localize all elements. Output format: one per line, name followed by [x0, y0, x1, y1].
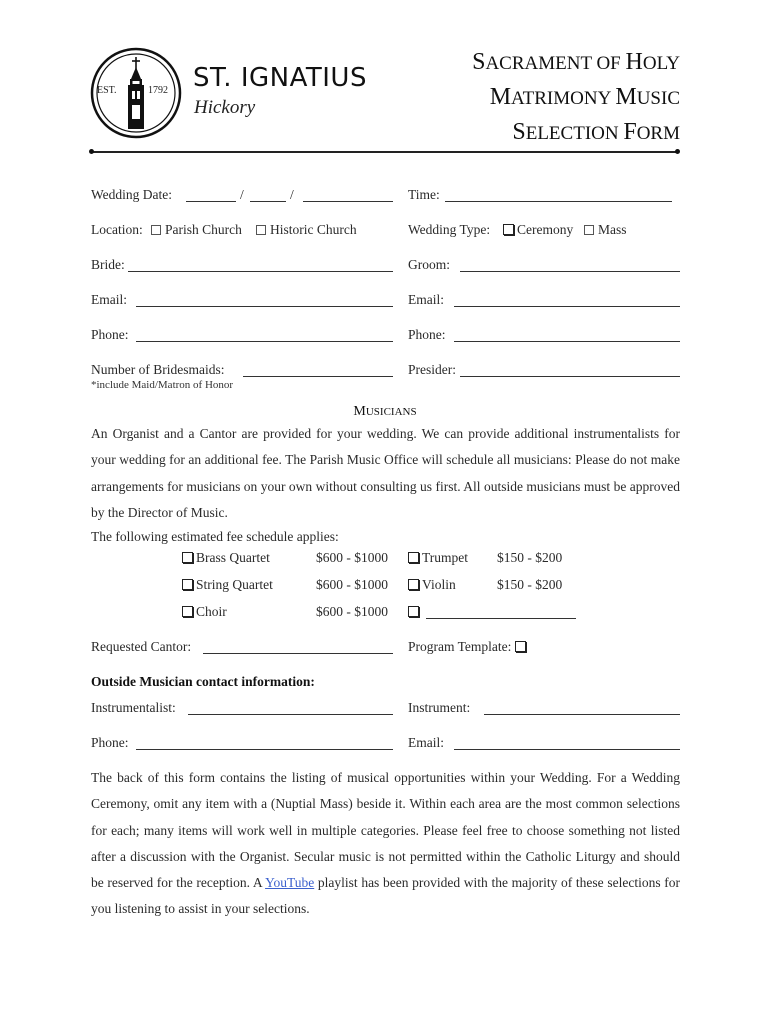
- presider-label: Presider:: [408, 362, 456, 377]
- other-instrument-field[interactable]: [426, 618, 576, 619]
- fee-violin-price: $150 - $200: [497, 577, 563, 592]
- groom-email-field[interactable]: [454, 306, 680, 307]
- form-title: [320, 46, 680, 151]
- time-label: Time:: [408, 187, 440, 202]
- groom-phone-label: Phone:: [408, 327, 446, 342]
- bride-field[interactable]: [128, 271, 393, 272]
- fee-other[interactable]: [408, 604, 422, 620]
- bride-phone-field[interactable]: [136, 341, 393, 342]
- type-ceremony-option[interactable]: Ceremony: [503, 222, 573, 238]
- program-template-option[interactable]: Program Template:: [408, 639, 529, 655]
- location-label: Location:: [91, 222, 143, 237]
- bride-label: Bride:: [91, 257, 125, 272]
- violin-checkbox[interactable]: [408, 579, 419, 590]
- closing-paragraph: The back of this form contains the listing of musical opportunities within your Wedding. For a Wedding Ceremony, omit any item with a (Nuptial Mass) beside it. Within each area are the most common selections for each; many items will work well in multiple categories. Please feel free to choose something not listed after a discussion with the Organist. Secular music is not permitted within the Catholic Liturgy and should be reserved for the reception. A YouTube playlist has been provided with the majority of these selections for you listening to assist in your selections.: [91, 770, 680, 917]
- logo-est: EST.: [97, 85, 117, 96]
- bridesmaids-field[interactable]: [243, 376, 393, 377]
- bride-email-field[interactable]: [136, 306, 393, 307]
- other-instrument-checkbox[interactable]: [408, 606, 419, 617]
- wedding-date-month-field[interactable]: [186, 201, 236, 202]
- type-mass-option[interactable]: Mass: [584, 222, 627, 238]
- wedding-type-label: Wedding Type:: [408, 222, 491, 237]
- historic-checkbox[interactable]: [256, 225, 266, 235]
- presider-field[interactable]: [460, 376, 680, 377]
- logo-year: 1792: [148, 85, 168, 96]
- outside-email-field[interactable]: [454, 749, 680, 750]
- fee-string-price: $600 - $1000: [316, 577, 388, 592]
- program-template-checkbox[interactable]: [515, 641, 526, 652]
- logo-name: ST. IGNATIUS: [193, 63, 367, 93]
- brass-quartet-checkbox[interactable]: [182, 552, 193, 563]
- header-divider: [91, 151, 678, 153]
- outside-email-label: Email:: [408, 735, 444, 750]
- parish-checkbox[interactable]: [151, 225, 161, 235]
- bride-phone-label: Phone:: [91, 327, 129, 342]
- outside-phone-field[interactable]: [136, 749, 393, 750]
- fee-string-quartet[interactable]: String Quartet: [182, 577, 273, 593]
- groom-label: Groom:: [408, 257, 450, 272]
- outside-heading: Outside Musician contact information:: [91, 674, 315, 689]
- musicians-heading: MUSICIANS: [353, 404, 417, 419]
- wedding-date-day-field[interactable]: [250, 201, 286, 202]
- logo-place: Hickory: [194, 97, 256, 118]
- instrument-field[interactable]: [484, 714, 680, 715]
- groom-email-label: Email:: [408, 292, 444, 307]
- mass-checkbox[interactable]: [584, 225, 594, 235]
- wedding-date-label: Wedding Date:: [91, 187, 173, 202]
- youtube-link[interactable]: YouTube: [265, 875, 315, 891]
- fee-violin[interactable]: Violin: [408, 577, 456, 593]
- groom-phone-field[interactable]: [454, 341, 680, 342]
- fee-choir-price: $600 - $1000: [316, 604, 388, 619]
- instrument-label: Instrument:: [408, 700, 471, 715]
- string-quartet-checkbox[interactable]: [182, 579, 193, 590]
- instrumentalist-field[interactable]: [188, 714, 393, 715]
- outside-phone-label: Phone:: [91, 735, 129, 750]
- date-sep-1: /: [240, 187, 244, 202]
- musicians-paragraph: An Organist and a Cantor are provided for your wedding. We can provide additional instrumentalists for your wedding for an additional fee. The Parish Music Office will schedule all musicians: Please do not make arrangements for musicians on your own without consulting us first. All outside musicians must be approved by the Director of Music.: [91, 426, 680, 520]
- ceremony-checkbox[interactable]: [503, 224, 514, 235]
- time-field[interactable]: [445, 201, 672, 202]
- requested-cantor-label: Requested Cantor:: [91, 639, 192, 654]
- wedding-date-year-field[interactable]: [303, 201, 393, 202]
- groom-field[interactable]: [460, 271, 680, 272]
- fee-brass-price: $600 - $1000: [316, 550, 388, 565]
- bridesmaids-label: Number of Bridesmaids:: [91, 362, 225, 377]
- fee-intro: The following estimated fee schedule applies:: [91, 529, 339, 544]
- instrumentalist-label: Instrumentalist:: [91, 700, 176, 715]
- requested-cantor-field[interactable]: [203, 653, 393, 654]
- trumpet-checkbox[interactable]: [408, 552, 419, 563]
- divider-dot-right: [675, 149, 680, 154]
- fee-choir[interactable]: Choir: [182, 604, 227, 620]
- location-parish-option[interactable]: Parish Church: [151, 222, 242, 238]
- bride-email-label: Email:: [91, 292, 127, 307]
- fee-trumpet-price: $150 - $200: [497, 550, 563, 565]
- fee-brass-quartet[interactable]: Brass Quartet: [182, 550, 270, 566]
- date-sep-2: /: [290, 187, 294, 202]
- choir-checkbox[interactable]: [182, 606, 193, 617]
- title-line-2: MATRIMONY MUSIC: [489, 84, 680, 110]
- title-line-1: SACRAMENT OF HOLY: [472, 49, 680, 75]
- fee-trumpet[interactable]: Trumpet: [408, 550, 468, 566]
- divider-dot-left: [89, 149, 94, 154]
- location-historic-option[interactable]: Historic Church: [256, 222, 357, 238]
- bridesmaids-note: *include Maid/Matron of Honor: [91, 379, 234, 391]
- title-line-3: SELECTION FORM: [512, 119, 680, 145]
